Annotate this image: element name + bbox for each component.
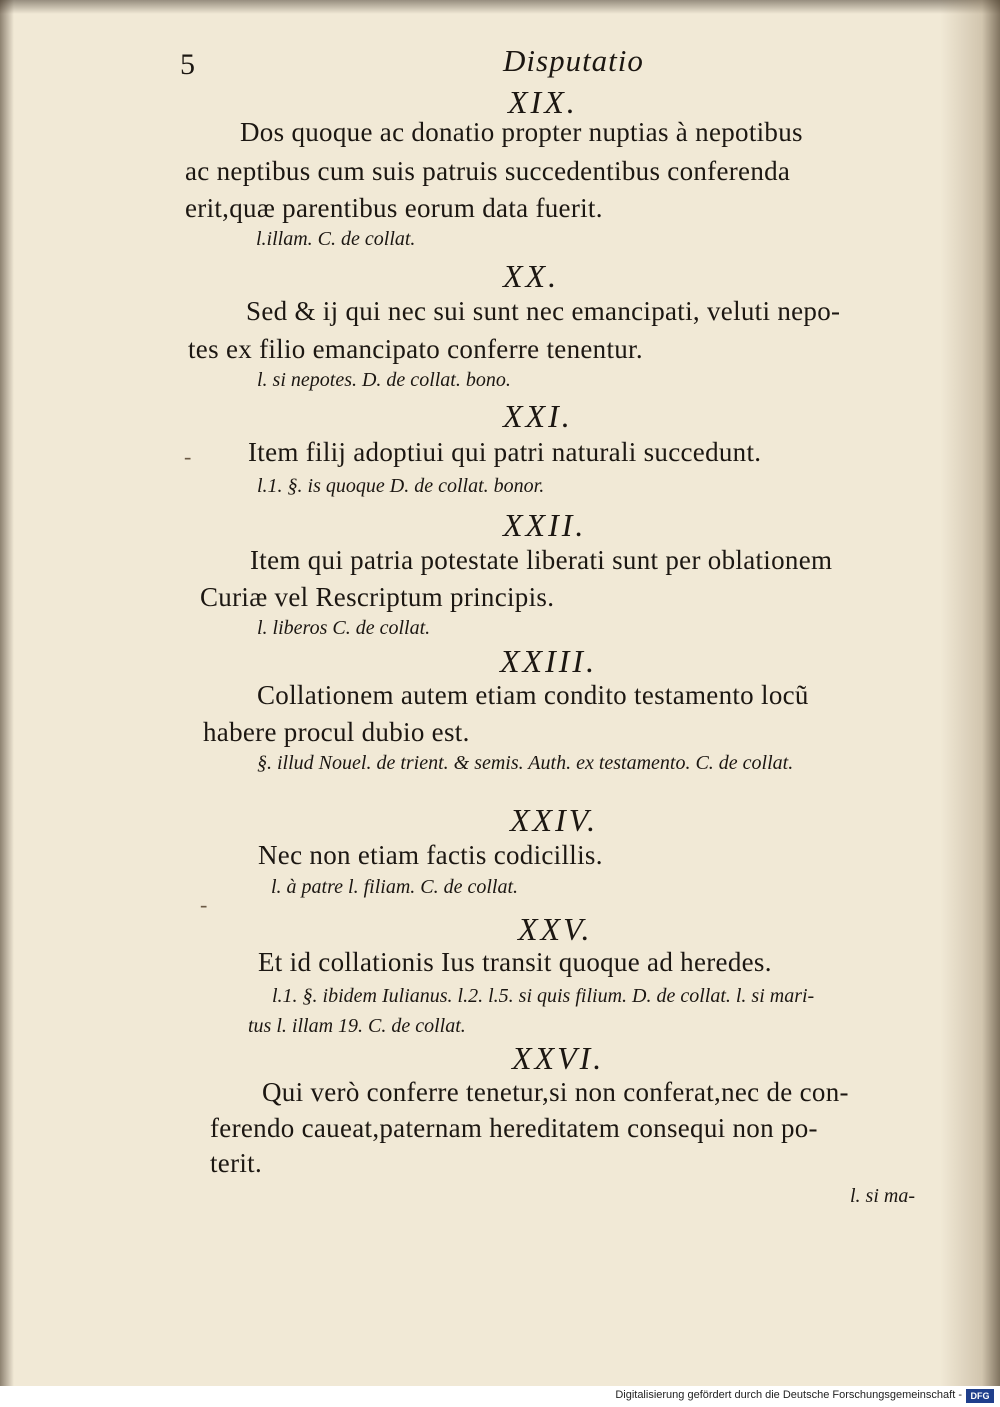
text-line: Qui verò conferre tenetur,si non conferat,nec de con- [262, 1077, 849, 1107]
section-numeral: XXII. [503, 507, 587, 543]
citation: §. illud Nouel. de trient. & semis. Auth. ex testamento. C. de collat. [257, 752, 794, 774]
text-line: Item filij adoptiui qui patri naturali succedunt. [248, 437, 762, 467]
citation: l. si nepotes. D. de collat. bono. [257, 369, 511, 391]
dfg-logo-icon: DFG [966, 1389, 994, 1403]
text-line: ac neptibus cum suis patruis succedentibus conferenda [185, 156, 791, 186]
page-left-edge [0, 0, 14, 1386]
section-numeral: XXIV. [510, 802, 599, 838]
section-numeral: XXVI. [512, 1040, 605, 1076]
text-line: ferendo caueat,paternam hereditatem consequi non po- [210, 1113, 818, 1143]
section-numeral: XXV. [518, 911, 593, 947]
text-line: tes ex filio emancipato conferre tenentur. [188, 334, 643, 364]
citation: l. à patre l. filiam. C. de collat. [271, 876, 519, 898]
page-number: 5 [180, 48, 195, 81]
citation: l.1. §. ibidem Iulianus. l.2. l.5. si quis filium. D. de collat. l. si mari- [272, 985, 815, 1007]
text-line: erit,quæ parentibus eorum data fuerit. [185, 193, 603, 223]
text-line: Collationem autem etiam condito testamento locũ [257, 680, 809, 710]
citation: l.1. §. is quoque D. de collat. bonor. [257, 475, 545, 497]
text-line: terit. [210, 1148, 263, 1178]
text-line: Nec non etiam factis codicillis. [258, 840, 603, 870]
footer-bar [0, 1386, 1000, 1407]
citation: tus l. illam 19. C. de collat. [248, 1015, 466, 1037]
margin-mark: - [200, 892, 208, 917]
section-numeral: XIX. [508, 84, 578, 120]
section-numeral: XX. [503, 258, 560, 294]
text-line: Dos quoque ac donatio propter nuptias à nepotibus [240, 117, 803, 147]
text-line: Et id collationis Ius transit quoque ad heredes. [258, 947, 772, 977]
margin-mark: - [184, 444, 192, 469]
section-numeral: XXI. [503, 398, 573, 434]
text-line: Item qui patria potestate liberati sunt per oblationem [250, 545, 833, 575]
citation: l. liberos C. de collat. [257, 617, 431, 639]
footer-credit: Digitalisierung gefördert durch die Deutsche Forschungsgemeinschaft - [615, 1389, 962, 1401]
text-line: Curiæ vel Rescriptum principis. [200, 582, 555, 612]
section-numeral: XXIII. [500, 643, 598, 679]
text-line: habere procul dubio est. [203, 717, 470, 747]
citation: l.illam. C. de collat. [256, 228, 416, 250]
page-top-shadow [0, 0, 1000, 14]
running-title: Disputatio [503, 43, 644, 78]
page-right-edge [940, 0, 1000, 1386]
catchword: l. si ma- [850, 1185, 915, 1207]
text-line: Sed & ij qui nec sui sunt nec emancipati, veluti nepo- [246, 296, 841, 326]
